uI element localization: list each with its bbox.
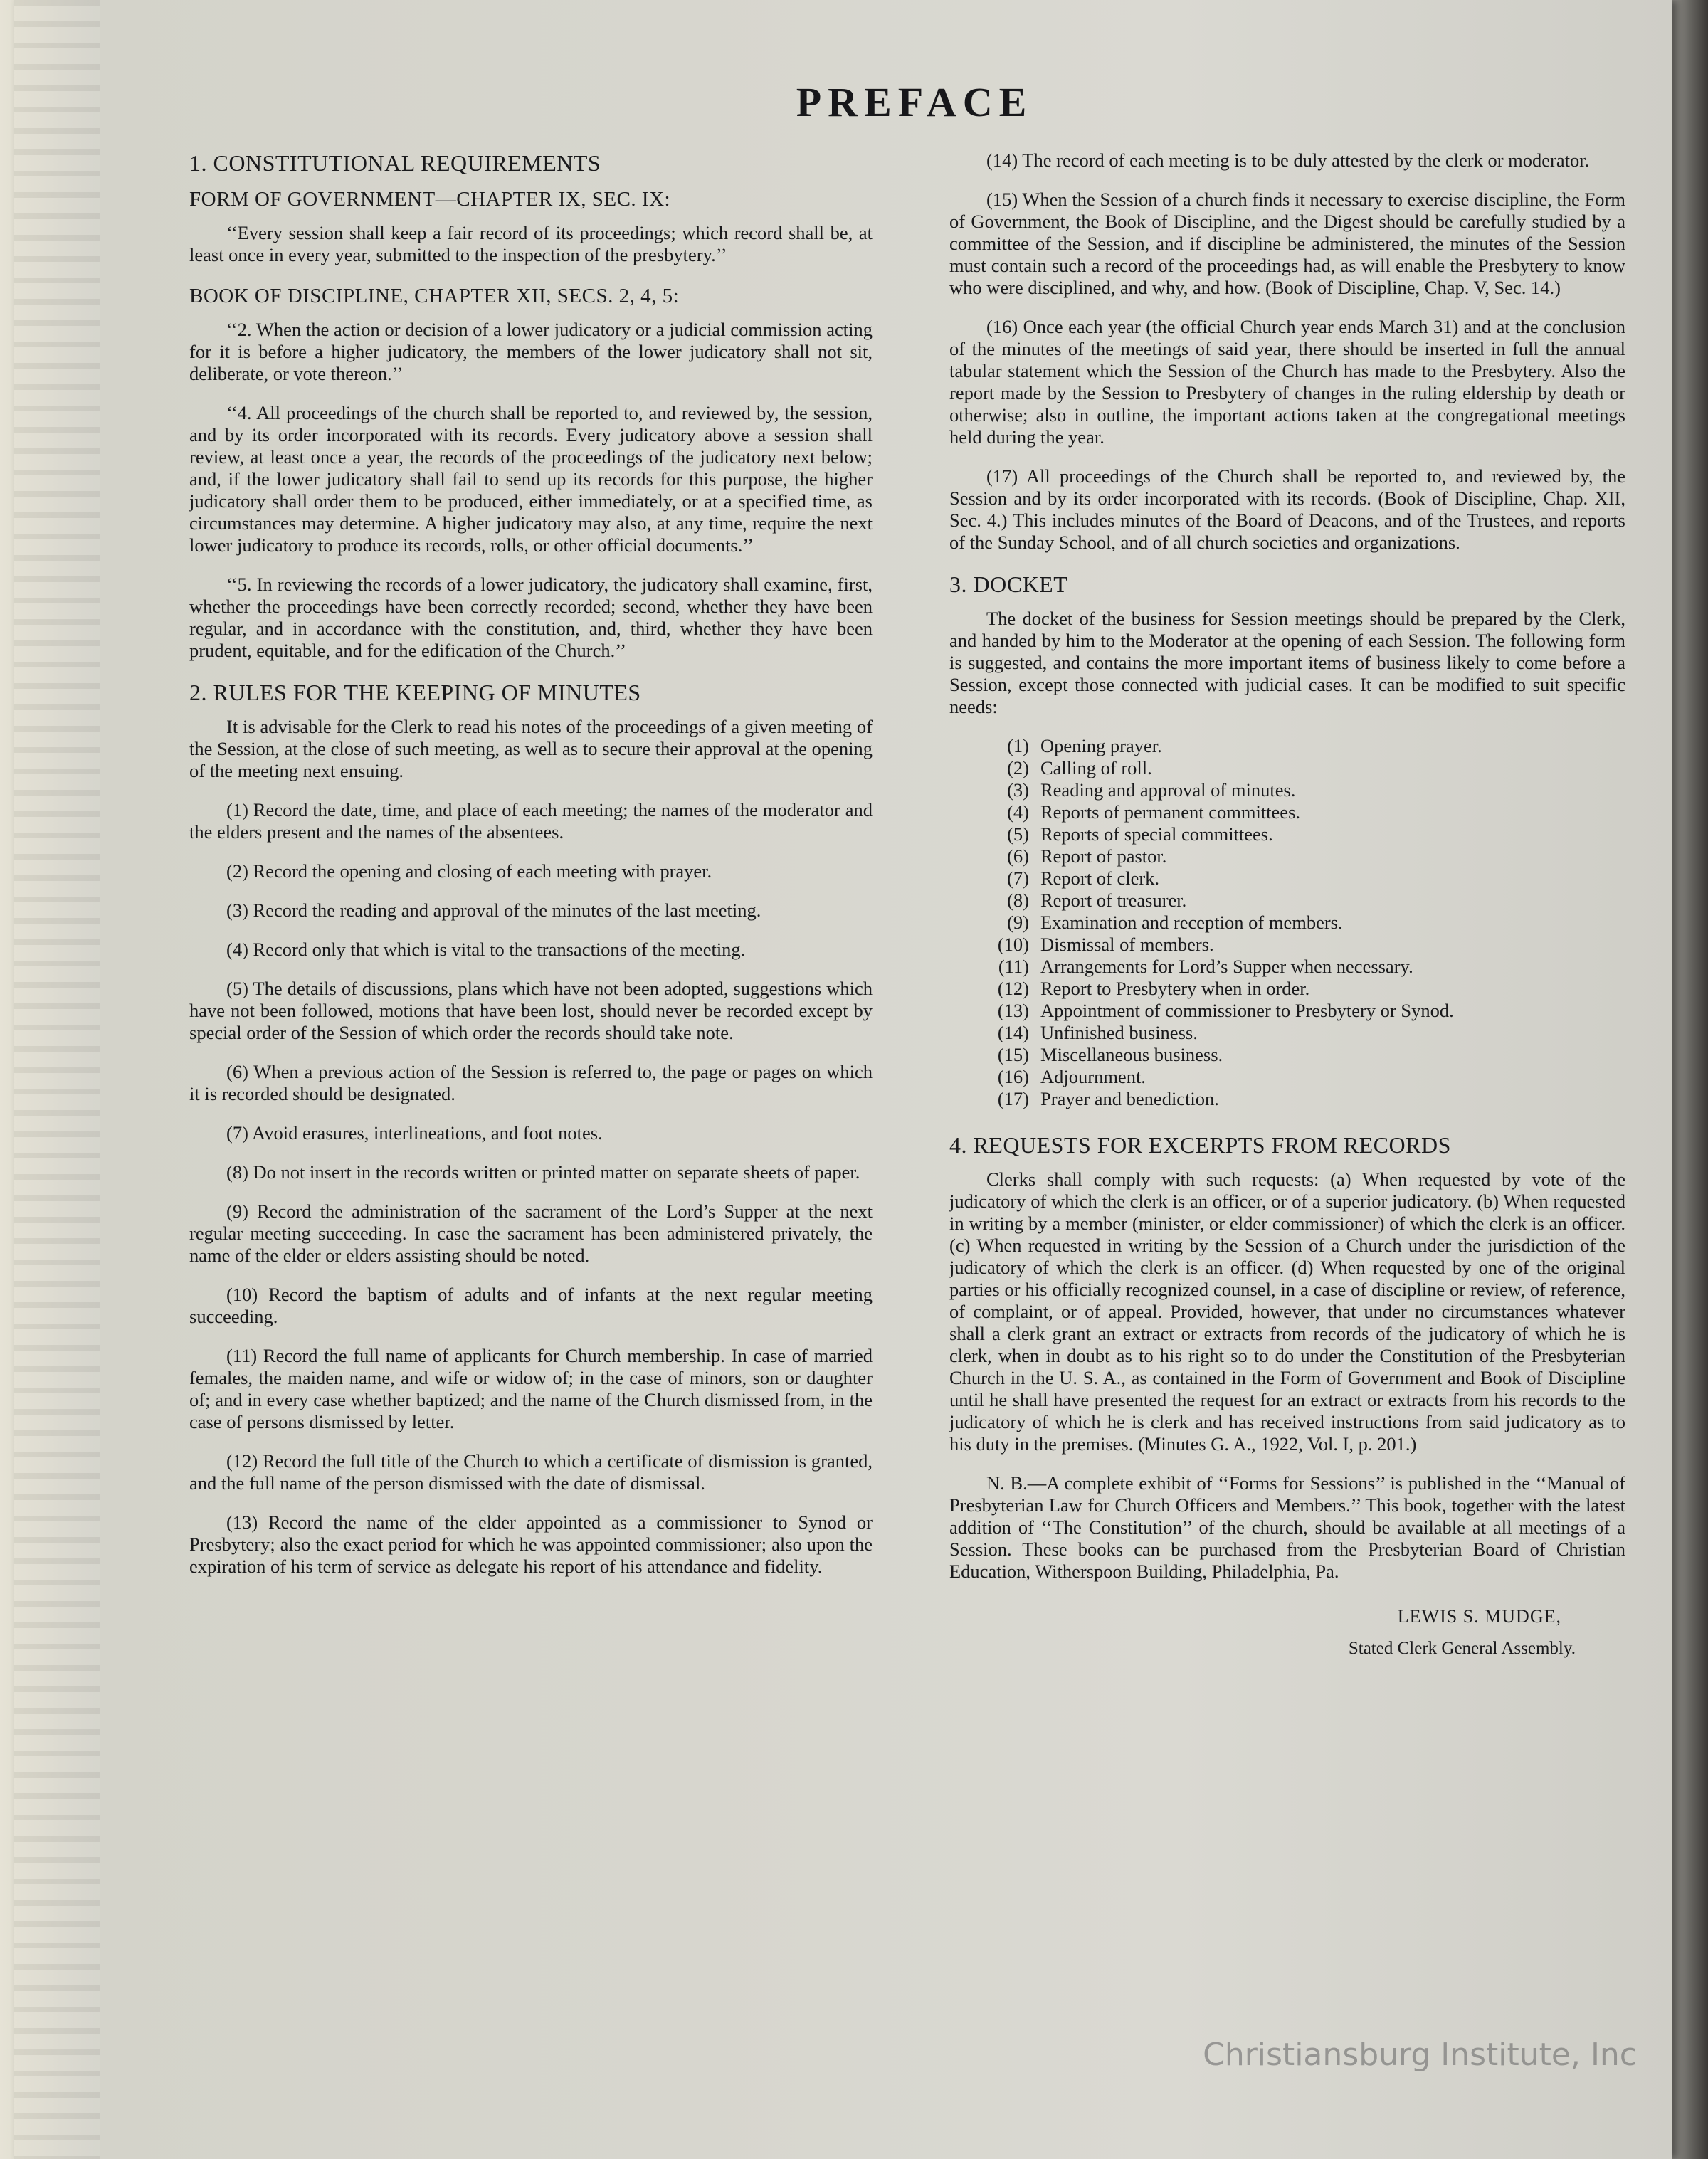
- rule-6: (6) When a previous action of the Session is referred to, the page or pages on which it is recorded should be designated.: [189, 1061, 873, 1104]
- docket-item: (15) Miscellaneous business.: [997, 1044, 1223, 1065]
- docket-item: (2) Calling of roll.: [1007, 757, 1152, 778]
- form-of-government-subheading: FORM OF GOVERNMENT—CHAPTER IX, SEC. IX:: [189, 188, 671, 211]
- docket-item: (7) Report of clerk.: [1007, 867, 1160, 889]
- docket-item: (13) Appointment of commissioner to Presbytery or Synod.: [997, 1000, 1454, 1021]
- rule-3: (3) Record the reading and approval of the minutes of the last meeting.: [226, 899, 761, 921]
- docket-item: (14) Unfinished business.: [997, 1022, 1198, 1043]
- docket-item: (10) Dismissal of members.: [997, 934, 1214, 955]
- rule-15: (15) When the Session of a church finds it necessary to exercise discipline, the Form of Government, the Book of Discipline, and the Digest should be carefully studied by a committee of the Session, and if discipline be administered, the minutes of the Session must contain such a record of the proceedings had, as will enable the Presbytery to know who were disciplined, and why, and how. (Book of Discipline, Chap. V, Sec. 14.): [949, 189, 1625, 298]
- section-2-heading: 2. RULES FOR THE KEEPING OF MINUTES: [189, 680, 641, 705]
- docket-list: [949, 735, 1625, 1110]
- signature-title: Stated Clerk General Assembly.: [1348, 1639, 1576, 1658]
- rule-4: (4) Record only that which is vital to the transactions of the meeting.: [226, 939, 746, 960]
- quote-discipline-4: ‘‘4. All proceedings of the church shall be reported to, and reviewed by, the session, and by its order incorporated with its records. Every judicatory above a session shall review, at least once a year, the records of the proceedings of the judicatory next below; and, if the lower judicatory shall fail to send up its records for this purpose, the higher judicatory shall order them to be produced, either immediately, or at a specified time, as circumstances may determine. A higher judicatory may also, at any time, require the next lower judicatory to produce its records, rolls, or other official documents.’’: [189, 402, 873, 556]
- docket-item: (1) Opening prayer.: [1007, 735, 1162, 756]
- section-1-heading: 1. CONSTITUTIONAL REQUIREMENTS: [189, 150, 601, 176]
- excerpts-body: Clerks shall comply with such requests: (a) When requested by vote of the judicatory of which the clerk is an officer, or of a superior judicatory. (b) When requested in writing by a member (minister, or elder commissioner) of which the clerk is an officer. (c) When requested in writing by the Session of a Church under the jurisdiction of the judicatory of which the clerk is an officer. (d) When requested by one of the original parties or his officially recognized counsel, in a case of discipline or review, of reference, of complaint, or of appeal. Provided, however, that under no circumstances whatever shall a clerk grant an extract or extracts from records of the judicatory of which he is clerk, when in doubt as to his right so to do under the Constitution of the Presbyterian Church in the U. S. A., as contained in the Form of Government and Book of Discipline until he shall have presented the request for an extract or extracts from his records to the judicatory of which he is clerk and has received instructions from said judicatory as to his duty in the premises. (Minutes G. A., 1922, Vol. I, p. 201.): [949, 1168, 1625, 1455]
- section-3-heading: 3. DOCKET: [949, 571, 1068, 597]
- rule-17: (17) All proceedings of the Church shall be reported to, and reviewed by, the Session and by its order incorporated with its records. (Book of Discipline, Chap. XII, Sec. 4.) This includes minutes of the Board of Deacons, and of the Trustees, and reports of the Sunday School, and of all church societies and organizations.: [949, 465, 1625, 553]
- docket-item: (17) Prayer and benediction.: [997, 1088, 1219, 1109]
- rule-10: (10) Record the baptism of adults and of infants at the next regular meeting succeeding.: [189, 1284, 873, 1327]
- docket-item: (12) Report to Presbytery when in order.: [997, 978, 1310, 999]
- docket-item: (6) Report of pastor.: [1007, 845, 1167, 867]
- signature-name: LEWIS S. MUDGE,: [1397, 1606, 1561, 1627]
- rule-12: (12) Record the full title of the Church to which a certificate of dismission is granted, and the full name of the person dismissed with the date of dismissal.: [189, 1450, 873, 1494]
- page-title: PREFACE: [796, 79, 1033, 125]
- rule-7: (7) Avoid erasures, interlineations, and foot notes.: [226, 1122, 603, 1144]
- rule-1: (1) Record the date, time, and place of each meeting; the names of the moderator and the elders present and the names of the absentees.: [189, 799, 873, 843]
- docket-item: (5) Reports of special committees.: [1007, 823, 1273, 845]
- watermark: Christiansburg Institute, Inc: [1203, 2037, 1637, 2073]
- rule-11: (11) Record the full name of applicants for Church membership. In case of married females, the maiden name, and wife or widow of; in the case of minors, son or daughter of; and in every case whether baptized; and the name of the Church dismissed from, in the case of persons dismissed by letter.: [189, 1345, 873, 1432]
- left-column: [189, 149, 873, 1595]
- rule-9: (9) Record the administration of the sacrament of the Lord’s Supper at the next regular meeting succeeding. In case the sacrament has been administered privately, the name of the elder or elders assisting should be noted.: [189, 1200, 873, 1266]
- quote-discipline-2: ‘‘2. When the action or decision of a lower judicatory or a judicial commission acting for it is before a higher judicatory, the members of the lower judicatory shall not sit, deliberate, or vote thereon.’’: [189, 319, 873, 384]
- section-4-heading: 4. REQUESTS FOR EXCERPTS FROM RECORDS: [949, 1132, 1451, 1158]
- docket-item: (11) Arrangements for Lord’s Supper when necessary.: [998, 956, 1413, 977]
- rule-8: (8) Do not insert in the records written or printed matter on separate sheets of paper.: [226, 1161, 860, 1183]
- docket-item: (8) Report of treasurer.: [1007, 890, 1187, 911]
- rule-13: (13) Record the name of the elder appointed as a commissioner to Synod or Presbytery; also the exact period for which he was appointed commissioner; also upon the expiration of his term of service as delegate his report of his attendance and fidelity.: [189, 1511, 873, 1577]
- quote-discipline-5: ‘‘5. In reviewing the records of a lower judicatory, the judicatory shall examine, first, whether the proceedings have been correctly recorded; second, whether they have been regular, and in accordance with the constitution, and, third, whether they have been prudent, equitable, and for the edification of the Church.’’: [189, 574, 873, 661]
- docket-item: (3) Reading and approval of minutes.: [1007, 779, 1296, 801]
- rule-16: (16) Once each year (the official Church year ends March 31) and at the conclusion of the minutes of the meetings of said year, there should be inserted in full the annual tabular statement which the Session of the Church has made to the Presbytery. Also the report made by the Session to Presbytery of changes in the ruling eldership by death or otherwise; also in outline, the important actions taken at the congregational meetings held during the year.: [949, 316, 1625, 448]
- rule-2: (2) Record the opening and closing of each meeting with prayer.: [226, 860, 712, 882]
- binding-edge: [14, 0, 100, 2159]
- right-column: [949, 149, 1625, 1659]
- book-of-discipline-subheading: BOOK OF DISCIPLINE, CHAPTER XII, SECS. 2, 4, 5:: [189, 285, 680, 307]
- quote-form-of-government: ‘‘Every session shall keep a fair record of its proceedings; which record shall be, at least once in every year, submitted to the inspection of the presbytery.’’: [189, 222, 873, 265]
- nota-bene: N. B.—A complete exhibit of ‘‘Forms for Sessions’’ is published in the ‘‘Manual of Presbyterian Law for Church Officers and Members.’’ This book, together with the latest addition of ‘‘The Constitution’’ of the church, should be available at all meetings of a Session. These books can be purchased from the Presbyterian Board of Christian Education, Witherspoon Building, Philadelphia, Pa.: [949, 1472, 1625, 1582]
- docket-intro: The docket of the business for Session meetings should be prepared by the Clerk, and handed by him to the Moderator at the opening of each Session. The following form is suggested, and contains the more important items of business likely to come before a Session, except those connected with judicial cases. It can be modified to suit specific needs:: [949, 608, 1625, 717]
- rule-5: (5) The details of discussions, plans which have not been adopted, suggestions which have not been followed, motions that have been lost, should never be recorded except by special order of the Session of which order the records should take note.: [189, 978, 873, 1043]
- docket-item: (4) Reports of permanent committees.: [1007, 801, 1301, 823]
- docket-item: (9) Examination and reception of members.: [1007, 912, 1343, 933]
- minutes-intro: It is advisable for the Clerk to read his notes of the proceedings of a given meeting of the Session, at the close of such meeting, as well as to secure their approval at the opening of the meeting next ensuing.: [189, 716, 873, 781]
- rule-14: (14) The record of each meeting is to be duly attested by the clerk or moderator.: [986, 149, 1590, 171]
- docket-item: (16) Adjournment.: [997, 1066, 1146, 1087]
